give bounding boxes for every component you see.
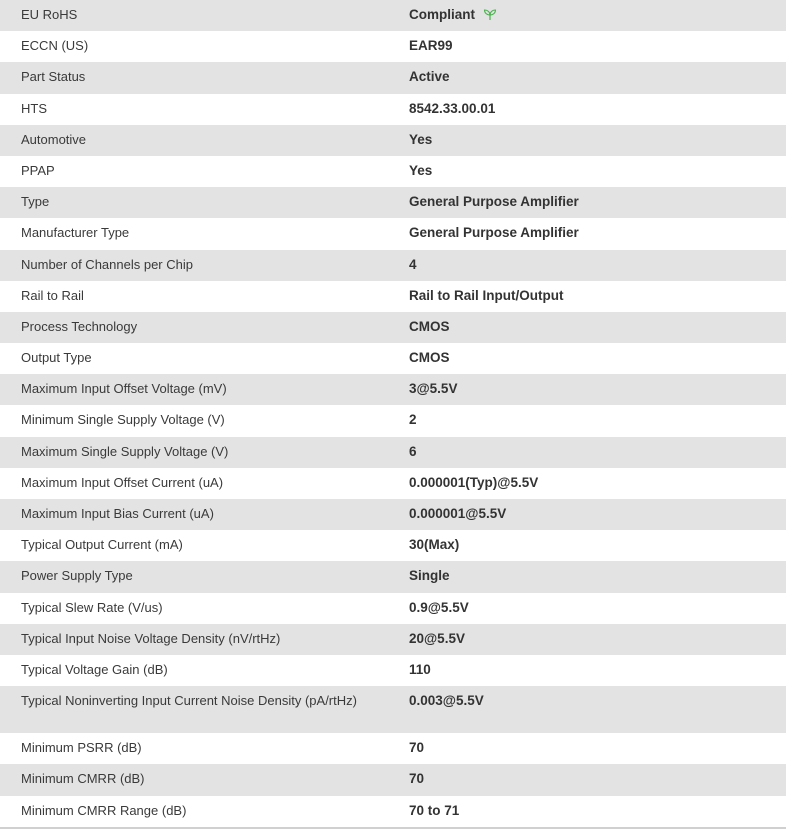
spec-row-hts <box>0 94 786 125</box>
spec-label: Minimum CMRR (dB) <box>21 771 145 787</box>
spec-row-max-single-supply-voltage <box>0 437 786 468</box>
spec-label: Automotive <box>21 131 87 147</box>
spec-value: 4 <box>409 256 417 272</box>
spec-value: 110 <box>409 661 431 677</box>
spec-row-ppap <box>0 156 786 187</box>
spec-label: Maximum Input Offset Current (uA) <box>21 474 224 490</box>
spec-label: Manufacturer Type <box>21 225 130 241</box>
spec-label: Typical Slew Rate (V/us) <box>21 599 163 615</box>
spec-label: Typical Voltage Gain (dB) <box>21 661 168 677</box>
spec-value: 0.000001@5.5V <box>409 506 507 521</box>
spec-row-eu-rohs <box>0 0 786 31</box>
spec-label: Typical Noninverting Input Current Noise Density (pA/rtHz) <box>21 693 357 709</box>
spec-row-min-single-supply-voltage <box>0 405 786 436</box>
spec-value: 2 <box>409 412 417 428</box>
spec-row-manufacturer-type <box>0 218 786 249</box>
spec-value: 20@5.5V <box>409 630 465 646</box>
spec-value: CMOS <box>409 318 450 334</box>
spec-value: General Purpose Amplifier <box>409 194 579 210</box>
spec-row-max-input-offset-current <box>0 468 786 499</box>
spec-label: Part Status <box>21 69 86 85</box>
spec-value: 0.003@5.5V <box>409 693 484 709</box>
spec-row-channels <box>0 250 786 281</box>
spec-value: CMOS <box>409 350 450 366</box>
spec-value-cell <box>409 7 786 22</box>
spec-row-automotive <box>0 125 786 156</box>
spec-label: Number of Channels per Chip <box>21 256 193 272</box>
spec-row-output-type <box>0 343 786 374</box>
spec-value: EAR99 <box>409 38 453 54</box>
spec-row-max-input-offset-voltage <box>0 374 786 405</box>
spec-value: Yes <box>409 162 433 178</box>
spec-label: Minimum Single Supply Voltage (V) <box>21 412 225 428</box>
spec-row-min-cmrr-range <box>0 796 786 827</box>
spec-value: 0.000001(Typ)@5.5V <box>409 474 539 490</box>
spec-row-type <box>0 187 786 218</box>
spec-value: 70 to 71 <box>409 802 460 818</box>
spec-value: 70 <box>409 771 425 787</box>
spec-value: 30(Max) <box>409 537 460 553</box>
spec-value: Compliant <box>409 7 475 22</box>
spec-row-eccn <box>0 31 786 62</box>
spec-row-process-technology <box>0 312 786 343</box>
spec-value: General Purpose Amplifier <box>409 225 579 241</box>
spec-row-typical-output-current <box>0 530 786 561</box>
table-bottom-divider <box>0 827 786 829</box>
spec-label: Process Technology <box>21 318 138 334</box>
spec-label: Typical Output Current (mA) <box>21 537 183 553</box>
spec-label: Maximum Input Bias Current (uA) <box>21 506 214 521</box>
spec-value: Single <box>409 568 450 584</box>
spec-row-rail-to-rail <box>0 281 786 312</box>
spec-label: ECCN (US) <box>21 38 89 54</box>
spec-label: Power Supply Type <box>21 568 133 584</box>
spec-row-input-noise-voltage-density <box>0 624 786 655</box>
spec-row-power-supply-type <box>0 561 786 592</box>
spec-value: 0.9@5.5V <box>409 599 469 615</box>
spec-row-min-cmrr <box>0 764 786 795</box>
spec-value: 70 <box>409 740 425 756</box>
spec-label: Minimum PSRR (dB) <box>21 740 142 756</box>
spec-row-input-current-noise-density <box>0 686 786 733</box>
spec-row-part-status <box>0 62 786 93</box>
spec-label: PPAP <box>21 162 55 178</box>
spec-value: Rail to Rail Input/Output <box>409 287 564 303</box>
spec-label: Maximum Input Offset Voltage (mV) <box>21 381 227 397</box>
spec-label: EU RoHS <box>21 7 78 22</box>
spec-label: Typical Input Noise Voltage Density (nV/rtHz) <box>21 630 281 646</box>
spec-value: Active <box>409 69 450 85</box>
spec-label: Output Type <box>21 350 92 366</box>
spec-row-typical-voltage-gain <box>0 655 786 686</box>
spec-value: 6 <box>409 443 417 459</box>
spec-value: 8542.33.00.01 <box>409 100 496 116</box>
spec-row-typical-slew-rate <box>0 593 786 624</box>
spec-row-min-psrr <box>0 733 786 764</box>
spec-label: Maximum Single Supply Voltage (V) <box>21 443 229 459</box>
spec-label: Minimum CMRR Range (dB) <box>21 802 187 818</box>
leaf-icon <box>483 9 497 21</box>
spec-row-max-input-bias-current <box>0 499 786 530</box>
spec-value: Yes <box>409 131 433 147</box>
spec-label: Rail to Rail <box>21 287 84 303</box>
spec-label: HTS <box>21 100 47 116</box>
spec-value: 3@5.5V <box>409 381 458 397</box>
spec-label: Type <box>21 194 50 210</box>
